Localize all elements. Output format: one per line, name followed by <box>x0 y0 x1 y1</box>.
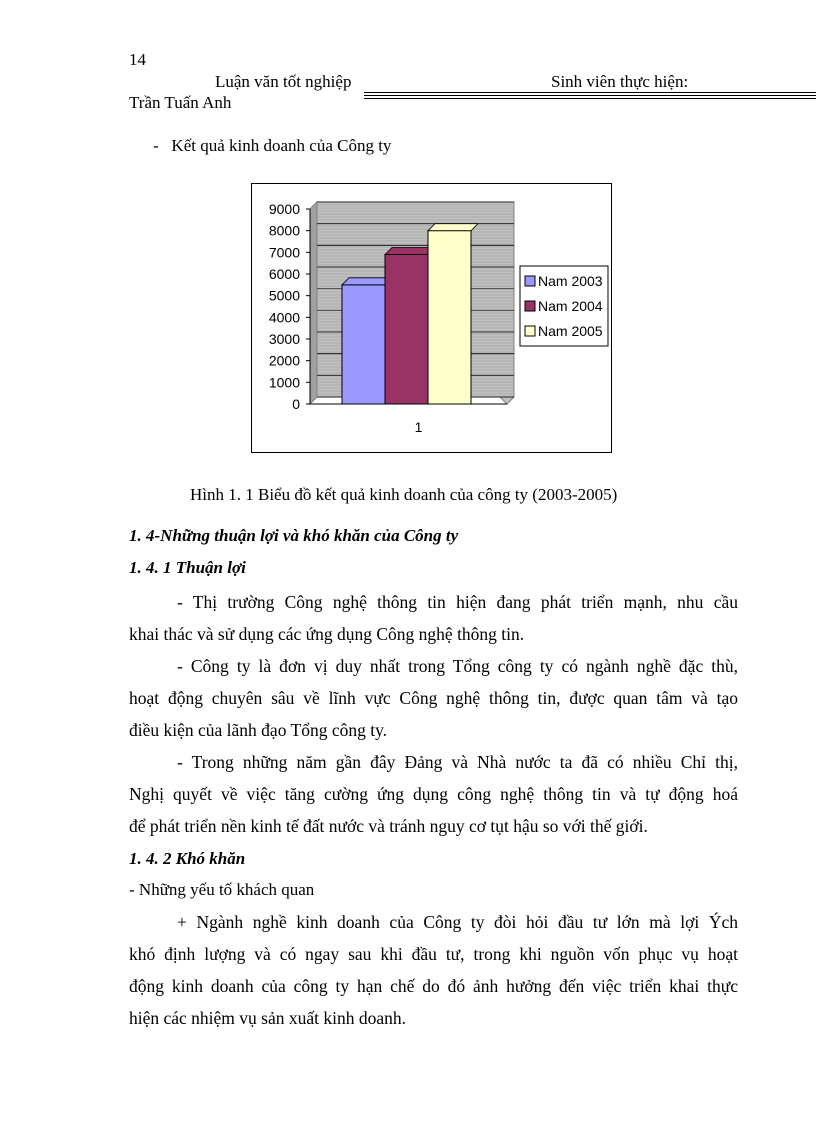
paragraph-3 <box>129 746 738 842</box>
paragraph-5-line: hiện các nhiệm vụ sản xuất kinh doanh. <box>129 1008 407 1028</box>
y-tick-label: 4000 <box>268 309 300 326</box>
legend-swatch <box>525 326 535 336</box>
y-tick-label: 8000 <box>268 222 300 239</box>
header-rule-top <box>364 92 816 93</box>
header-rule-middle <box>364 95 816 96</box>
y-tick-label: 0 <box>292 396 300 412</box>
paragraph-2-line: - Công ty là đơn vị duy nhất trong Tổng công ty có ngành nghề đặc thù, <box>177 656 738 676</box>
legend-swatch <box>525 276 535 286</box>
y-tick-label: 9000 <box>268 201 300 217</box>
paragraph-2-line: hoạt động chuyên sâu về lĩnh vực Công nghệ thông tin, được quan tâm và tạo <box>129 688 738 708</box>
paragraph-5-line: động kinh doanh của công ty hạn chế do đó ảnh hưởng đến việc triển khai thực <box>129 976 738 996</box>
legend-swatch <box>525 301 535 311</box>
bar-nam-2003 <box>342 285 385 404</box>
y-tick-label: 1000 <box>268 374 300 391</box>
paragraph-2-line: điều kiện của lãnh đạo Tổng công ty. <box>129 720 388 740</box>
x-tick-label: 1 <box>414 419 423 435</box>
section-heading-1-4: 1. 4-Những thuận lợi và khó khăn của Công ty <box>129 526 459 545</box>
paragraph-3-line: Nghị quyết về việc tăng cường ứng dụng công nghệ thông tin và tự động hoá <box>129 784 738 804</box>
paragraph-5-line: + Ngành nghề kinh doanh của Công ty đòi hỏi đầu tư lớn mà lợi Ých <box>177 912 738 932</box>
paragraph-1-line: - Thị trường Công nghệ thông tin hiện đang phát triển mạnh, nhu cầu <box>177 592 738 612</box>
header-rule-bottom <box>364 98 816 99</box>
y-tick-label: 5000 <box>268 287 300 304</box>
bar-nam-2005 <box>428 231 471 404</box>
y-tick-label: 6000 <box>268 266 300 282</box>
legend-label: Nam 2003 <box>538 273 603 289</box>
section-heading-1-4-1: 1. 4. 1 Thuận lợi <box>129 558 246 577</box>
legend-label: Nam 2005 <box>538 323 603 339</box>
bar-nam-2004 <box>385 255 428 405</box>
chart-frame <box>251 183 612 453</box>
paragraph-1-line: khai thác và sử dụng các ứng dụng Công nghệ thông tin. <box>129 624 525 644</box>
paragraph-1 <box>129 586 738 650</box>
paragraph-2 <box>129 650 738 746</box>
section-heading-1-4-2: 1. 4. 2 Khó khăn <box>129 849 246 868</box>
y-tick-label: 3000 <box>268 331 300 347</box>
paragraph-5 <box>129 906 738 1034</box>
bar-top <box>428 224 478 231</box>
paragraph-3-line: để phát triển nền kinh tế đất nước và tránh nguy cơ tụt hậu so với thế giới. <box>129 816 648 836</box>
y-tick-label: 7000 <box>268 244 300 261</box>
section-intro: - Kết quả kinh doanh của Công ty <box>153 136 392 155</box>
thesis-label: Luận văn tốt nghiệp <box>215 72 352 91</box>
legend-label: Nam 2004 <box>538 298 603 314</box>
plot-side-wall <box>310 202 317 404</box>
paragraph-3-line: - Trong những năm gần đây Đảng và Nhà nước ta đã có nhiều Chỉ thị, <box>177 752 738 772</box>
student-name: Trần Tuấn Anh <box>129 93 232 112</box>
page-number: 14 <box>129 50 146 69</box>
bar-chart <box>252 184 611 452</box>
student-label: Sinh viên thực hiện: <box>551 72 689 91</box>
paragraph-5-line: khó định lượng và có ngay sau khi đầu tư, trong khi nguồn vốn phục vụ hoạt <box>129 944 738 964</box>
y-tick-label: 2000 <box>268 352 300 369</box>
figure-caption: Hình 1. 1 Biểu đồ kết quả kinh doanh của công ty (2003-2005) <box>190 485 618 504</box>
paragraph-4: - Những yếu tố khách quan <box>129 880 315 899</box>
